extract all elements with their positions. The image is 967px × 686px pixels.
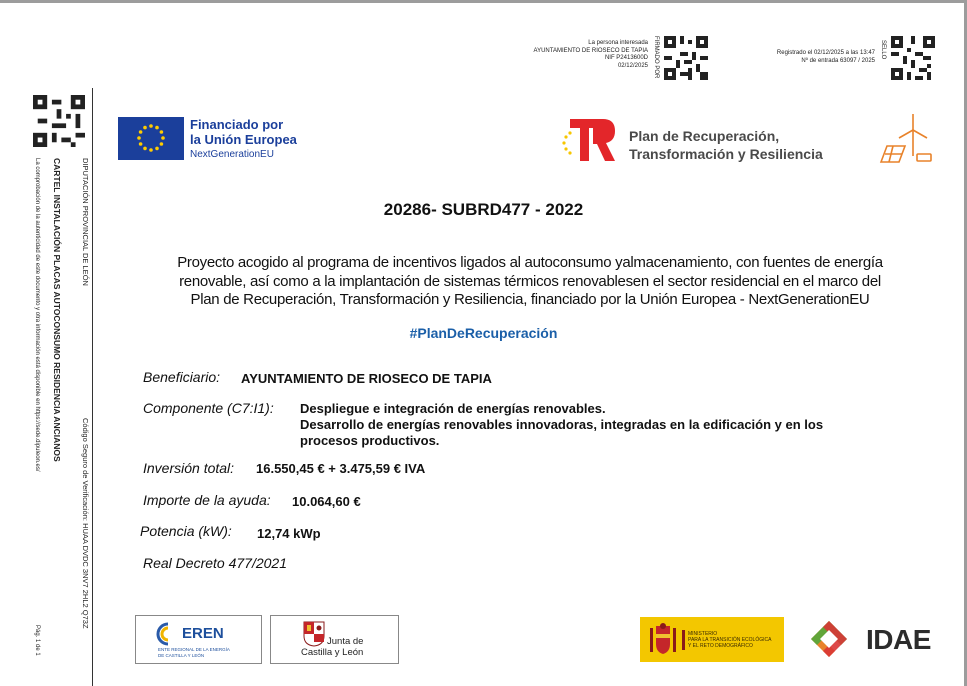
verification-code: Código Seguro de Verificación: HUAA DVDC 3NV7 2HL2 Q73Z xyxy=(81,418,90,629)
page-number: Pág. 1 de 1 xyxy=(34,625,40,656)
eren-name: EREN xyxy=(182,625,224,642)
document-title: CARTEL INSTALACIÓN PLACAS AUTOCONSUMO RESIDENCIA ANCIANOS xyxy=(52,158,62,462)
project-code: 20286- SUBRD477 - 2022 xyxy=(383,200,584,219)
ministry-logo xyxy=(640,617,784,662)
registry-stamp xyxy=(720,50,875,65)
stamp-line: Registrado el 02/12/2025 a las 13:47 xyxy=(776,50,875,56)
spain-coat-of-arms-icon xyxy=(648,622,678,657)
eren-sub-line: ENTE REGIONAL DE LA ENERGÍA xyxy=(158,647,230,652)
description-line: Plan de Recuperación, Transformación y Resiliencia, financiado por la Unión Europea - NextGenerationEU xyxy=(190,291,870,308)
top-border xyxy=(0,0,967,3)
ministry-line: Y EL RETO DEMOGRÁFICO xyxy=(688,643,753,649)
component-line: Desarrollo de energías renovables innovadoras, integradas en la edificación y en los xyxy=(300,417,824,432)
description-line: Proyecto acogido al programa de incentivos ligados al autoconsumo yalmacenamiento, con fuentes de energía xyxy=(177,254,883,271)
aid-amount-value: 10.064,60 € xyxy=(292,494,361,509)
prtr-line: Plan de Recuperación, xyxy=(629,128,780,144)
component-label: Componente (C7:I1): xyxy=(143,400,274,416)
total-investment-value: 16.550,45 € + 3.475,59 € IVA xyxy=(256,461,426,476)
description-line: renovable, así como a la implantación de sistemas térmicos renovablesen el sector residencial en el marco del xyxy=(179,272,881,290)
total-investment-label: Inversión total: xyxy=(143,460,235,476)
idae-name: IDAE xyxy=(866,624,931,655)
eren-sub-line: DE CASTILLA Y LEÓN xyxy=(158,652,205,658)
stamp-line: La persona interesada xyxy=(588,40,648,46)
eren-subtitle xyxy=(158,647,230,658)
eren-logo xyxy=(135,615,262,664)
signed-by-label: FIRMADO POR xyxy=(653,36,659,79)
renewable-energy-icon xyxy=(877,108,935,171)
power-label: Potencia (kW): xyxy=(140,523,232,539)
prtr-title xyxy=(629,127,823,163)
idae-logo-icon xyxy=(796,615,862,668)
qr-code-icon[interactable] xyxy=(664,36,708,80)
stamp-line: AYUNTAMIENTO DE RIOSECO DE TAPIA xyxy=(533,47,648,54)
qr-code-icon[interactable] xyxy=(33,95,85,147)
prtr-logo-icon xyxy=(560,117,616,168)
eu-line: la Unión Europea xyxy=(190,132,297,147)
power-value: 12,74 kWp xyxy=(257,526,321,541)
eren-icon xyxy=(154,622,182,646)
eu-flag-icon xyxy=(118,117,184,160)
prtr-line: Transformación y Resiliencia xyxy=(629,146,823,162)
stamp-line: Nº de entrada 63097 / 2025 xyxy=(801,57,875,64)
institution-label: DIPUTACIÓN PROVINCIAL DE LEÓN xyxy=(81,158,90,286)
ministry-name xyxy=(688,631,771,649)
beneficiary-label: Beneficiario: xyxy=(143,369,221,385)
aid-amount-label: Importe de la ayuda: xyxy=(143,492,271,508)
beneficiary-value: AYUNTAMIENTO DE RIOSECO DE TAPIA xyxy=(241,371,492,386)
verification-text: La comprobación de la autenticidad de este documento y otra información está disponible en https://sede.dipuleon.es/ xyxy=(34,158,40,472)
component-line: Despliegue e integración de energías renovables. xyxy=(300,401,606,416)
junta-label xyxy=(327,637,363,647)
component-value xyxy=(300,401,920,449)
junta-castilla-leon-logo xyxy=(270,615,399,664)
stamp-line: NIF P2413600D xyxy=(604,55,648,61)
eu-funding-title xyxy=(190,117,297,147)
next-generation-label: NextGenerationEU xyxy=(190,149,274,160)
coat-of-arms-icon xyxy=(303,621,325,647)
project-description xyxy=(120,254,940,310)
component-line: procesos productivos. xyxy=(300,433,440,448)
ministry-line: PARA LA TRANSICIÓN ECOLÓGICA xyxy=(688,637,772,643)
ministry-divider xyxy=(682,630,685,650)
eu-line: Financiado por xyxy=(190,117,284,132)
margin-rule xyxy=(92,88,93,686)
seal-label: SELLO xyxy=(880,40,886,60)
qr-code-icon[interactable] xyxy=(891,36,935,80)
junta-line: Junta de xyxy=(327,636,364,647)
ministry-line: MINISTERIO xyxy=(688,631,718,637)
castilla-leon-label: Castilla y León xyxy=(301,647,364,658)
royal-decree: Real Decreto 477/2021 xyxy=(143,555,287,571)
stamp-line: 02/12/2025 xyxy=(617,62,648,69)
hashtag: #PlanDeRecuperación xyxy=(409,325,558,341)
interested-party-stamp xyxy=(500,40,648,70)
